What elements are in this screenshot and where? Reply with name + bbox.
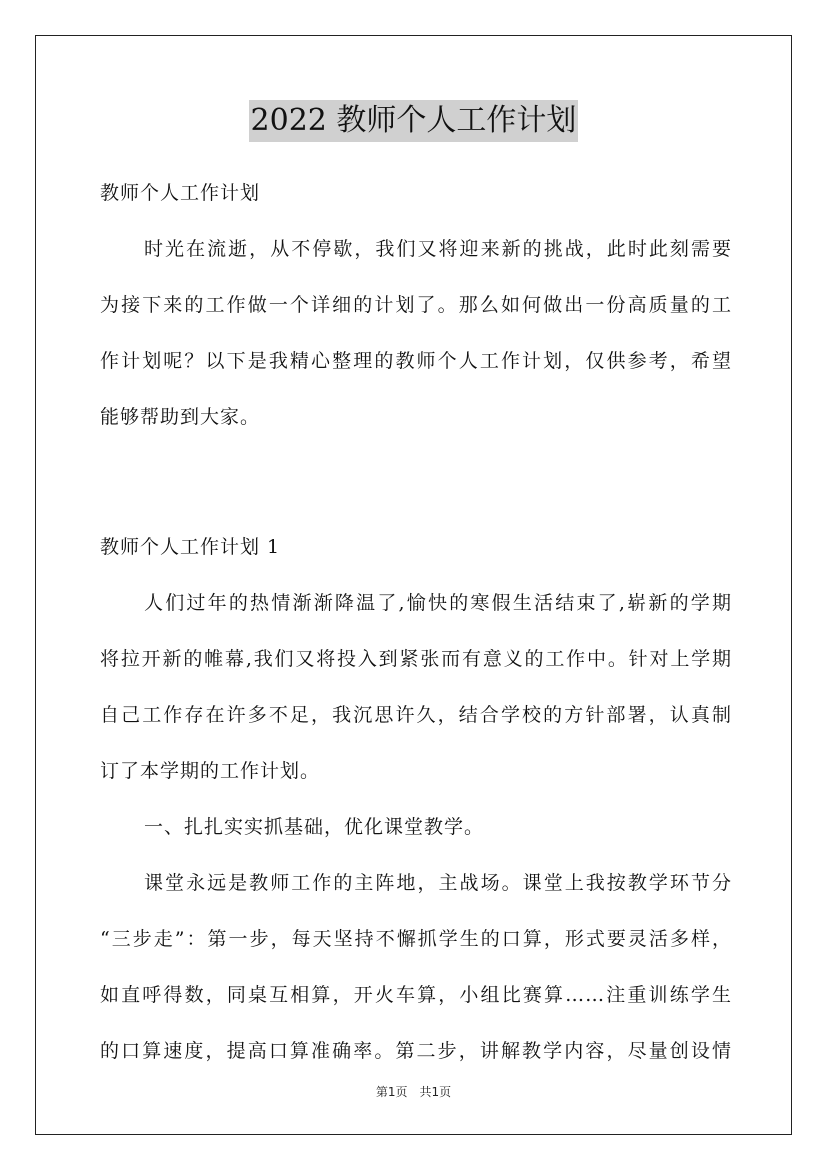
page-number-label: 第1页 共1页 [375, 1085, 452, 1099]
section1-para1-line: 自己工作存在许多不足，我沉思许久，结合学校的方针部署，认真制 [100, 704, 732, 726]
section1-para1-line: 将拉开新的帷幕,我们又将投入到紧张而有意义的工作中。针对上学期 [100, 648, 732, 670]
section1-subheading: 一、扎扎实实抓基础，优化课堂教学。 [144, 816, 485, 838]
title-wrap [0, 100, 827, 142]
section1-para2-line: “三步走”：第一步，每天坚持不懈抓学生的口算，形式要灵活多样， [100, 928, 732, 950]
section1-heading: 教师个人工作计划 1 [100, 536, 281, 558]
page-footer [0, 1083, 827, 1100]
section1-para2-line: 如直呼得数，同桌互相算，开火车算，小组比赛算……注重训练学生 [100, 984, 732, 1006]
intro-line: 能够帮助到大家。 [100, 406, 261, 428]
intro-line: 作计划呢？以下是我精心整理的教师个人工作计划，仅供参考，希望 [100, 350, 732, 372]
intro-heading: 教师个人工作计划 [100, 182, 261, 204]
section1-para1-line: 人们过年的热情渐渐降温了,愉快的寒假生活结束了,崭新的学期 [144, 592, 732, 614]
intro-line: 时光在流逝，从不停歇，我们又将迎来新的挑战，此时此刻需要 [144, 238, 732, 260]
section1-para1-line: 订了本学期的工作计划。 [100, 760, 321, 782]
section1-para2-line: 的口算速度，提高口算准确率。第二步，讲解教学内容，尽量创设情 [100, 1040, 732, 1062]
section1-para2-line: 课堂永远是教师工作的主阵地，主战场。课堂上我按教学环节分 [144, 872, 732, 894]
intro-line: 为接下来的工作做一个详细的计划了。那么如何做出一份高质量的工 [100, 294, 732, 316]
document-title: 2022 教师个人工作计划 [249, 100, 579, 142]
section-gap [100, 450, 732, 524]
document-body [100, 170, 732, 1084]
